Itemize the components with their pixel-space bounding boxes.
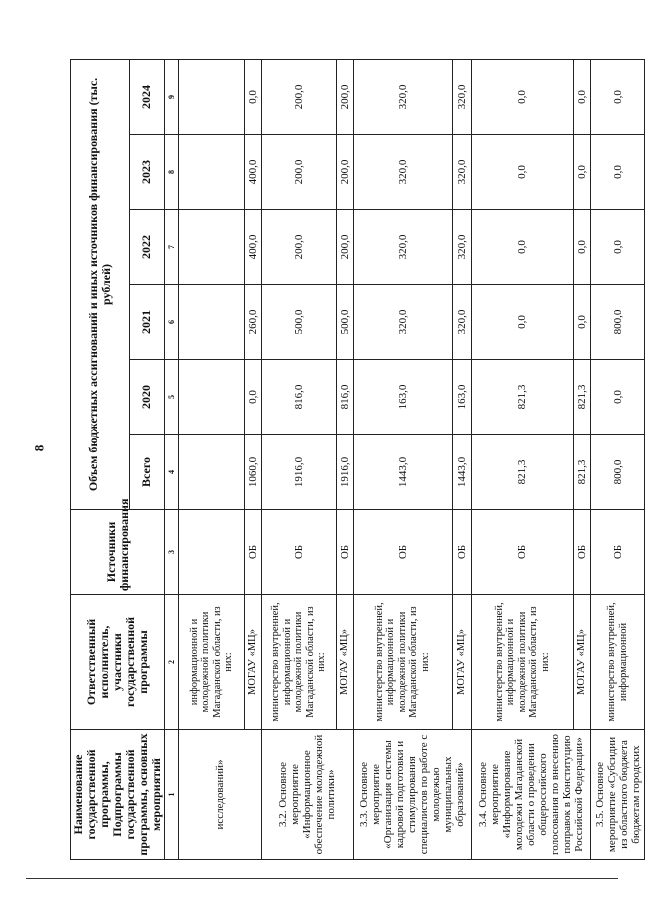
year-value-cell: 260,0 — [245, 285, 262, 360]
source-cell: ОБ — [262, 510, 337, 595]
column-number: 8 — [165, 135, 179, 210]
year-value-cell: 320,0 — [353, 285, 452, 360]
responsible-cell: министерство внутренней, информационной и молодежной политики Магаданской области, из них: — [353, 595, 452, 730]
year-value-cell: 0,0 — [245, 59, 262, 134]
header-volume: Объем бюджетных ассигнований и иных источников финансирования (тыс. рублей) — [71, 59, 130, 509]
year-value-cell: 320,0 — [452, 135, 471, 210]
responsible-cell: министерство внутренней, информационной и молодежной политики Магаданской области, из них: — [262, 595, 337, 730]
year-value-cell: 0,0 — [573, 210, 590, 285]
responsible-cell: министерство внутренней, информационной — [590, 595, 644, 730]
table-row — [179, 59, 245, 859]
year-value-cell: 816,0 — [336, 360, 353, 435]
year-value-cell: 400,0 — [245, 210, 262, 285]
total-value-cell: 821,3 — [471, 435, 573, 510]
responsible-cell: МОГАУ «МЦ» — [336, 595, 353, 730]
year-value-cell: 320,0 — [452, 210, 471, 285]
total-value-cell: 1443,0 — [353, 435, 452, 510]
year-value-cell: 320,0 — [353, 135, 452, 210]
column-number: 9 — [165, 59, 179, 134]
year-value-cell: 200,0 — [336, 59, 353, 134]
year-value-cell: 200,0 — [262, 135, 337, 210]
column-number: 4 — [165, 435, 179, 510]
responsible-cell: МОГАУ «МЦ» — [452, 595, 471, 730]
table-row — [353, 59, 452, 859]
year-value-cell: 163,0 — [452, 360, 471, 435]
year-value-cell: 200,0 — [262, 210, 337, 285]
year-value-cell: 0,0 — [590, 59, 644, 134]
total-value-cell: 1916,0 — [262, 435, 337, 510]
year-value-cell: 0,0 — [471, 210, 573, 285]
year-value-cell: 0,0 — [590, 210, 644, 285]
year-value-cell: 320,0 — [452, 59, 471, 134]
source-cell: ОБ — [452, 510, 471, 595]
responsible-cell: информационной и молодежной политики Магаданской области, из них: — [179, 595, 245, 730]
table-row — [262, 59, 337, 859]
responsible-cell: МОГАУ «МЦ» — [573, 595, 590, 730]
header-name: Наименование государственной программы, Подпрограммы государственной программы, основных мероприятий — [71, 730, 165, 860]
total-value-cell — [179, 435, 245, 510]
year-value-cell — [179, 360, 245, 435]
column-number: 1 — [165, 730, 179, 860]
year-value-cell — [179, 210, 245, 285]
measure-name-cell: 3.5. Основное мероприятие «Субсидии из областного бюджета бюджетам городских — [590, 730, 644, 860]
page-number: 8 — [31, 444, 47, 452]
year-value-cell: 0,0 — [471, 59, 573, 134]
table-row — [590, 59, 644, 859]
column-number: 7 — [165, 210, 179, 285]
responsible-cell: МОГАУ «МЦ» — [245, 595, 262, 730]
budget-table — [70, 59, 645, 860]
source-cell — [179, 510, 245, 595]
year-value-cell: 500,0 — [336, 285, 353, 360]
year-value-cell — [179, 59, 245, 134]
measure-name-cell: исследований» — [179, 730, 262, 860]
year-value-cell: 320,0 — [452, 285, 471, 360]
header-sources: Источники финансирования — [71, 510, 165, 595]
year-value-cell: 163,0 — [353, 360, 452, 435]
year-value-cell: 0,0 — [245, 360, 262, 435]
source-cell: ОБ — [471, 510, 573, 595]
year-value-cell: 0,0 — [590, 360, 644, 435]
year-value-cell: 0,0 — [471, 135, 573, 210]
source-cell: ОБ — [336, 510, 353, 595]
total-value-cell: 1443,0 — [452, 435, 471, 510]
total-value-cell: 821,3 — [573, 435, 590, 510]
year-value-cell: 0,0 — [573, 135, 590, 210]
column-number: 3 — [165, 510, 179, 595]
year-value-cell: 200,0 — [336, 210, 353, 285]
rotated-table-container — [70, 60, 640, 860]
table-body — [179, 59, 645, 859]
total-value-cell: 1916,0 — [336, 435, 353, 510]
year-value-cell: 0,0 — [590, 135, 644, 210]
year-value-cell: 400,0 — [245, 135, 262, 210]
header-responsible: Ответственный исполнитель, участники государственной программы — [71, 595, 165, 730]
year-value-cell: 500,0 — [262, 285, 337, 360]
table-row — [471, 59, 573, 859]
year-value-cell: 0,0 — [573, 285, 590, 360]
column-number: 2 — [165, 595, 179, 730]
measure-name-cell: 3.2. Основное мероприятие «Информационное обеспечение молодежной политики» — [262, 730, 354, 860]
year-value-cell: 320,0 — [353, 59, 452, 134]
source-cell: ОБ — [573, 510, 590, 595]
header-year: 2024 — [129, 59, 164, 134]
year-value-cell: 0,0 — [573, 59, 590, 134]
header-row-1 — [71, 59, 130, 859]
measure-name-cell: 3.3. Основное мероприятие «Организация системы кадровой подготовки и стимулирования специалистов по работе с молодежью муниципальных образований» — [353, 730, 471, 860]
year-value-cell: 0,0 — [471, 285, 573, 360]
year-value-cell: 821,3 — [573, 360, 590, 435]
source-cell: ОБ — [245, 510, 262, 595]
footer-divider — [26, 878, 618, 879]
source-cell: ОБ — [590, 510, 644, 595]
column-number: 5 — [165, 360, 179, 435]
responsible-cell: министерство внутренней, информационной и молодежной политики Магаданской области, из них: — [471, 595, 573, 730]
header-total: Всего — [129, 435, 164, 510]
year-value-cell: 800,0 — [590, 285, 644, 360]
header-year: 2021 — [129, 285, 164, 360]
year-value-cell: 200,0 — [262, 59, 337, 134]
source-cell: ОБ — [353, 510, 452, 595]
year-value-cell: 816,0 — [262, 360, 337, 435]
measure-name-cell: 3.4. Основное мероприятие «Информирование молодежи Магаданской области о проведении общероссийского голосования по внесению поправок в Конституцию Российской Федерации» — [471, 730, 590, 860]
column-number-row — [165, 59, 179, 859]
column-number: 6 — [165, 285, 179, 360]
total-value-cell: 1060,0 — [245, 435, 262, 510]
header-year: 2023 — [129, 135, 164, 210]
year-value-cell: 200,0 — [336, 135, 353, 210]
year-value-cell — [179, 135, 245, 210]
header-year: 2022 — [129, 210, 164, 285]
header-year: 2020 — [129, 360, 164, 435]
year-value-cell: 821,3 — [471, 360, 573, 435]
year-value-cell: 320,0 — [353, 210, 452, 285]
year-value-cell — [179, 285, 245, 360]
total-value-cell: 800,0 — [590, 435, 644, 510]
